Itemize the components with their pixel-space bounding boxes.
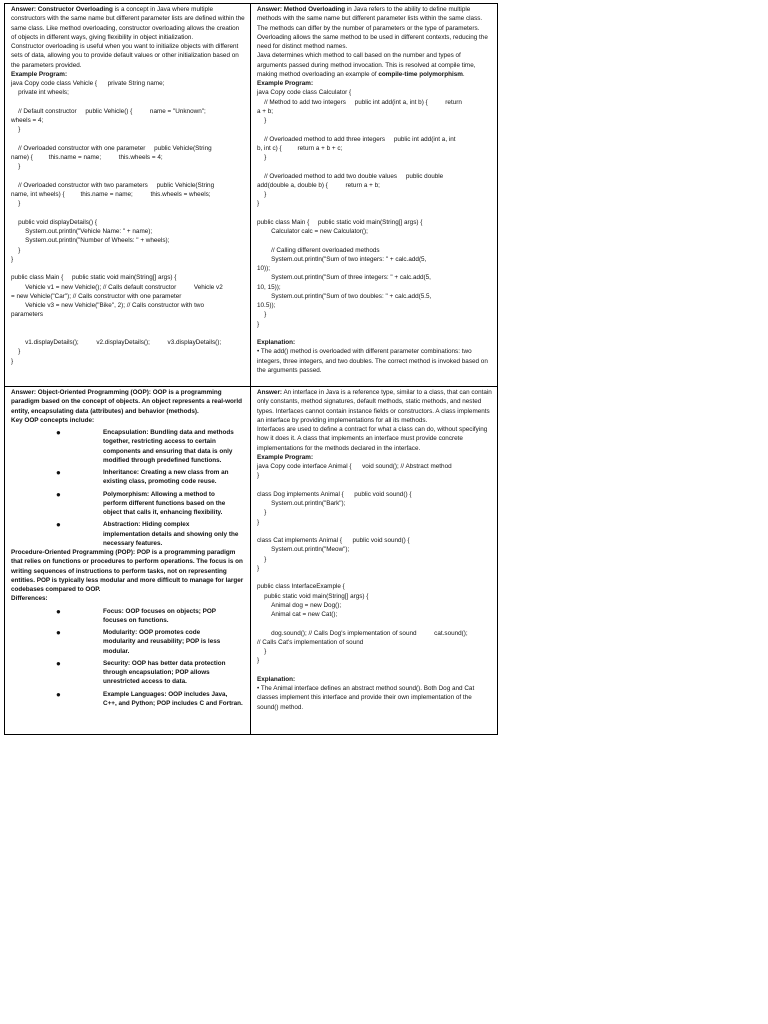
code-line	[257, 162, 492, 171]
code-line	[11, 320, 245, 329]
bullet-icon: ●	[56, 606, 61, 616]
differences-list	[11, 607, 245, 709]
example-label: Example Program:	[257, 453, 314, 461]
code-line: }	[257, 320, 260, 328]
interface-intro: Answer: An interface in Java is a reference type, similar to a class, that can contain only constants, method signatures, default methods, static methods, and nested types. Interfaces cannot contain instance fields or constructors. A class implements an interface by providing implementations for all its methods.	[257, 389, 492, 424]
example-label: Example Program:	[11, 70, 68, 78]
list-item-lead: Polymorphism: Allowing a method to	[103, 490, 215, 498]
code-line	[257, 527, 492, 536]
list-item-lead: Example Languages: OOP includes Java,	[103, 690, 228, 698]
code-line: v1.displayDetails(); v2.displayDetails(); v3.displayDetails();	[11, 339, 222, 346]
code-line: parameters	[11, 311, 44, 319]
code-line: }	[257, 311, 267, 319]
concepts-label: Key OOP concepts include:	[11, 416, 95, 424]
code-line: // Calling different overloaded methods	[257, 246, 380, 254]
explanation-label: Explanation:	[257, 675, 296, 683]
interface-heading: Answer:	[257, 389, 283, 396]
method-overloading-cell	[251, 4, 497, 387]
code-line: }	[11, 126, 21, 134]
code-line	[257, 619, 492, 628]
code-line: public class Main { public static void main(String[] args) {	[11, 274, 177, 282]
code-line: }	[11, 246, 21, 254]
list-item-lead: Abstraction: Hiding complex	[103, 521, 190, 529]
code-line	[11, 172, 245, 181]
list-item-text: implementation details and showing only the necessary features.	[103, 530, 239, 547]
code-line: // Overloaded method to add two double values public double	[257, 172, 444, 180]
code-line: Calculator calc = new Calculator();	[257, 228, 368, 235]
code-line	[257, 125, 492, 134]
differences-label: Differences:	[11, 595, 48, 603]
code-line: dog.sound(); // Calls Dog's implementation of sound cat.sound();	[257, 629, 468, 637]
code-line: java Copy code class Vehicle { private String name;	[11, 80, 165, 87]
concepts-list	[11, 428, 245, 548]
constructor-heading: Answer: Constructor Overloading	[11, 6, 113, 13]
code-line: Animal dog = new Dog();	[257, 601, 342, 609]
list-item	[56, 659, 245, 687]
bullet-icon: ●	[56, 468, 61, 477]
list-item-text: modularity and reusability; POP is less modular.	[103, 638, 221, 655]
list-item-lead: Inheritance: Creating a new class from an	[103, 469, 229, 476]
code-line: System.out.println("Meow");	[257, 546, 350, 554]
code-line: public void displayDetails() {	[11, 218, 98, 226]
code-line	[257, 236, 492, 245]
bullet-icon: ●	[56, 689, 61, 699]
code-line: System.out.println("Vehicle Name: " + name);	[11, 228, 153, 235]
code-line: }	[257, 200, 260, 208]
code-line: System.out.println("Bark");	[257, 500, 346, 507]
explanation-label: Explanation:	[257, 339, 296, 346]
code-line: // Calls Cat's implementation of sound	[257, 638, 364, 646]
code-line: class Dog implements Animal { public void sound() {	[257, 490, 412, 498]
code-line	[11, 98, 245, 107]
code-line	[11, 264, 245, 273]
list-item-text: perform different functions based on the object that calls it, enhancing flexibility.	[103, 499, 226, 516]
list-item	[56, 607, 245, 626]
list-item-text: existing class, promoting code reuse.	[103, 478, 217, 486]
code-line: }	[11, 357, 14, 365]
code-block	[11, 79, 245, 366]
list-item-text: C++, and Python; POP includes C and Fortran.	[103, 699, 243, 707]
code-line: System.out.println("Number of Wheels: " + wheels);	[11, 237, 170, 245]
code-line	[11, 329, 245, 338]
code-block	[257, 462, 492, 666]
code-line: add(double a, double b) { return a + b;	[257, 181, 380, 189]
code-line: 10.5));	[257, 302, 276, 309]
list-item-lead: Modularity: OOP promotes code	[103, 629, 201, 636]
code-line: name) { this.name = name; this.wheels = 4;	[11, 154, 163, 161]
code-block	[257, 88, 492, 329]
list-item	[56, 520, 245, 548]
bullet-icon: ●	[56, 628, 61, 637]
constructor-intro: Answer: Constructor Overloading is a concept in Java where multiple constructors with the same name but different parameter lists are defined within the same class. Like method overloading, constructor overloading allows the creation of objects in different ways, giving flexibility in object initialization.	[11, 6, 245, 41]
example-label: Example Program:	[257, 80, 314, 87]
method-heading: Answer: Method Overloading	[257, 6, 346, 13]
code-line: }	[257, 555, 267, 563]
method-para: Java determines which method to call based on the number and types of arguments passed during method invocation. This is resolved at compile time, making method overloading an example of compile-time polymorphism.	[257, 52, 476, 78]
code-line: }	[257, 472, 260, 480]
code-line	[257, 573, 492, 582]
code-line: private int wheels;	[11, 89, 69, 97]
interface-para: Interfaces are used to define a contract for what a class can do, without specifying how it does it. A class that implements an interface must provide concrete implementations for the methods declared in the interface.	[257, 426, 488, 452]
code-line	[11, 135, 245, 144]
code-line: }	[257, 564, 260, 572]
code-line: Vehicle v1 = new Vehicle(); // Calls default constructor Vehicle v2	[11, 283, 223, 291]
bullet-icon: ●	[56, 489, 61, 499]
code-line: }	[11, 255, 14, 263]
code-line: class Cat implements Animal { public void sound() {	[257, 537, 410, 544]
pop-definition: Procedure-Oriented Programming (POP): POP is a programming paradigm that relies on functions or procedures to perform operations. The focus is on writing sequences of instructions to perform tasks, not on representing entities. POP is typically less modular and more difficult to manage for larger codebases compared to OOP.	[11, 549, 244, 593]
code-line: public class InterfaceExample {	[257, 583, 345, 591]
code-line: 10, 15));	[257, 283, 281, 291]
list-item	[56, 490, 245, 518]
code-line: System.out.println("Sum of three integers: " + calc.add(5,	[257, 274, 431, 282]
bullet-icon: ●	[56, 428, 61, 437]
list-item	[56, 468, 245, 487]
code-line: }	[257, 509, 267, 517]
constructor-para: Constructor overloading is useful when you want to initialize objects with different sets of data, allowing you to provide default values or other initialization based on the parameters provided.	[11, 43, 239, 69]
list-item-text: focuses on functions.	[103, 616, 169, 624]
code-line: public class Main { public static void main(String[] args) {	[257, 218, 423, 226]
code-line: java Copy code interface Animal { void sound(); // Abstract method	[257, 463, 452, 470]
answer-table	[4, 3, 498, 735]
code-line: wheels = 4;	[11, 117, 44, 124]
code-line: b, int c) { return a + b + c;	[257, 144, 343, 152]
list-item-lead: Security: OOP has better data protection	[103, 659, 226, 667]
code-line: // Method to add two integers public int add(int a, int b) { return	[257, 98, 462, 106]
method-intro: Answer: Method Overloading in Java refers to the ability to define multiple methods with the same name but different parameter lists within the same class. The methods can differ by the number of parameters or the type of parameters. Overloading allows the same method to be used in different contexts, reducing the need for distinct method names.	[257, 6, 488, 50]
code-line: System.out.println("Sum of two integers: " + calc.add(5,	[257, 255, 427, 263]
code-line: }	[11, 348, 21, 356]
list-item	[56, 690, 245, 709]
code-line	[257, 481, 492, 490]
code-line: }	[257, 154, 267, 161]
explanation-text: • The add() method is overloaded with different parameter combinations: two integers, three integers, and two doubles. The correct method is invoked based on the arguments passed.	[257, 348, 488, 374]
code-line: Animal cat = new Cat();	[257, 611, 338, 618]
code-line: }	[257, 648, 267, 655]
list-item-lead: Focus: OOP focuses on objects; POP	[103, 607, 217, 615]
code-line: // Overloaded constructor with one parameter public Vehicle(String	[11, 144, 212, 152]
code-line: }	[257, 117, 267, 124]
constructor-overloading-cell	[5, 4, 251, 387]
bullet-icon: ●	[56, 658, 61, 668]
code-line: a + b;	[257, 107, 274, 115]
list-item	[56, 428, 245, 465]
list-item-text: through encapsulation; POP allows unrestricted access to data.	[103, 669, 210, 686]
code-line: // Overloaded method to add three integers public int add(int a, int	[257, 135, 456, 143]
bullet-icon: ●	[56, 520, 61, 530]
code-line: System.out.println("Sum of two doubles: " + calc.add(5.5,	[257, 292, 432, 300]
code-line: name, int wheels) { this.name = name; this.wheels = wheels;	[11, 191, 211, 198]
code-line: // Overloaded constructor with two parameters public Vehicle(String	[11, 181, 215, 189]
code-line: = new Vehicle("Car"); // Calls constructor with one parameter	[11, 292, 182, 300]
oop-intro: Answer: Object-Oriented Programming (OOP): OOP is a programming paradigm based on the concept of objects. An object represents a real-world entity, encapsulating data (attributes) and behavior (methods).	[11, 389, 243, 415]
list-item	[56, 628, 245, 656]
code-line: // Default constructor public Vehicle() { name = "Unknown";	[11, 107, 206, 115]
list-item-lead: Encapsulation: Bundling data and methods	[103, 429, 234, 436]
list-item-text: together, restricting access to certain components and ensuring that data is only modified through predefined functions.	[103, 438, 233, 464]
code-line: }	[257, 657, 260, 665]
code-line: }	[257, 191, 267, 198]
code-line	[257, 209, 492, 218]
code-line: public static void main(String[] args) {	[257, 592, 369, 600]
code-line	[11, 209, 245, 218]
code-line: }	[11, 200, 21, 208]
code-line: }	[257, 518, 260, 526]
code-line: 10));	[257, 265, 271, 272]
oop-pop-cell	[5, 387, 251, 734]
code-line: java Copy code class Calculator {	[257, 89, 352, 97]
code-line: }	[11, 163, 21, 171]
explanation-text: • The Animal interface defines an abstract method sound(). Both Dog and Cat classes implement this interface and provide their own implementation of the sound() method.	[257, 685, 475, 711]
code-line: Vehicle v3 = new Vehicle("Bike", 2); // Calls constructor with two	[11, 302, 204, 309]
interface-cell	[251, 387, 497, 734]
